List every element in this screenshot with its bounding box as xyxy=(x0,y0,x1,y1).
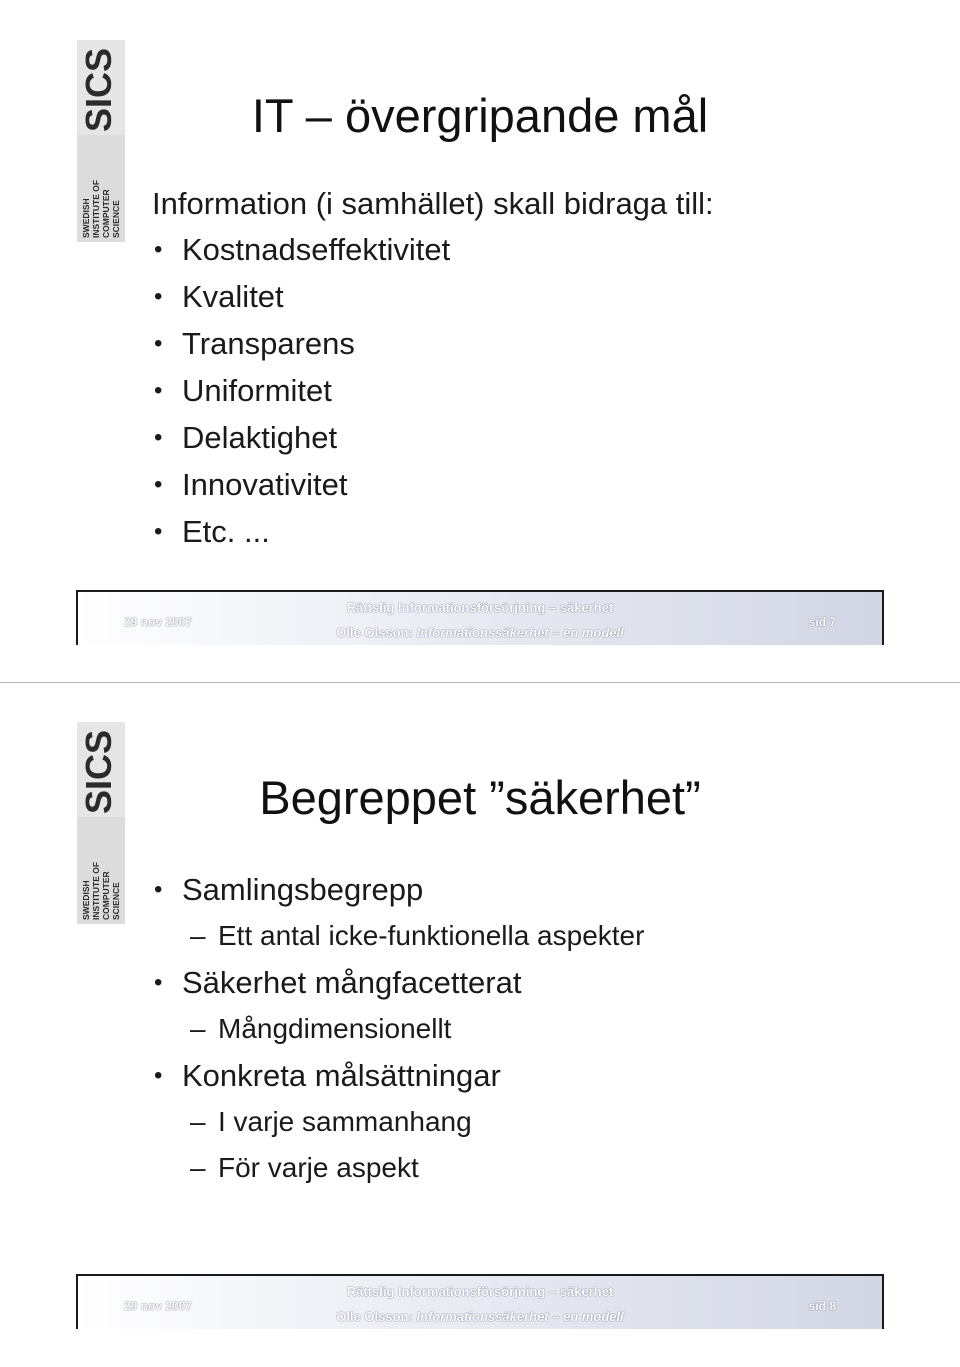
slide-footer xyxy=(76,590,884,645)
bullet-dot: • xyxy=(154,424,163,451)
sub-bullet-dash: – xyxy=(190,920,206,951)
footer-rule xyxy=(76,1274,884,1276)
footer-author-line xyxy=(76,1309,884,1324)
footer-author: Olle Olsson: xyxy=(336,625,413,640)
footer-date: 29 nov 2007 xyxy=(124,1299,193,1313)
sics-brand-text: SICS xyxy=(78,729,119,814)
sub-bullet-item xyxy=(152,1006,644,1052)
bullet-text: Kostnadseffektivitet xyxy=(182,232,451,267)
bullet-item xyxy=(152,508,450,555)
slide-intro: Information (i samhället) skall bidraga till: xyxy=(152,186,714,221)
sub-bullet-text: Ett antal icke-funktionella aspekter xyxy=(218,920,645,951)
bullet-text: Konkreta målsättningar xyxy=(182,1058,501,1093)
sics-institute-name xyxy=(80,822,122,922)
bullet-item xyxy=(152,367,450,414)
bullet-item xyxy=(152,959,644,1006)
logo-line-1: SWEDISH xyxy=(81,198,91,238)
slide-2 xyxy=(0,684,960,1367)
bullet-item xyxy=(152,273,450,320)
footer-rule xyxy=(76,590,884,592)
footer-subject: Informationssäkerhet – en modell xyxy=(416,625,624,640)
slide-title: IT – övergripande mål xyxy=(251,89,709,142)
slide-divider xyxy=(0,682,960,683)
bullet-text: Uniformitet xyxy=(182,373,332,408)
bullet-dot: • xyxy=(154,283,163,310)
bullet-text: Säkerhet mångfacetterat xyxy=(182,965,522,1000)
sub-bullet-item xyxy=(152,913,644,959)
bullet-dot: • xyxy=(154,377,163,404)
slide-title: Begreppet ”säkerhet” xyxy=(259,771,701,824)
sub-bullet-item xyxy=(152,1145,644,1191)
slide-1 xyxy=(0,0,960,683)
logo-line-2: INSTITUTE OF xyxy=(91,861,101,920)
bullet-text: Samlingsbegrepp xyxy=(182,872,424,907)
sub-bullet-dash: – xyxy=(190,1106,206,1137)
bullet-text: Transparens xyxy=(182,326,355,361)
footer-page-number: sid 7 xyxy=(808,615,836,629)
sics-institute-name xyxy=(80,140,122,240)
bullet-dot: • xyxy=(154,330,163,357)
slide-footer xyxy=(76,1274,884,1329)
sub-bullet-dash: – xyxy=(190,1152,206,1183)
footer-course: Rättslig Informationsförsörjning – säkerhet xyxy=(346,1284,614,1299)
sub-bullet-text: För varje aspekt xyxy=(218,1152,419,1183)
sub-bullet-text: I varje sammanhang xyxy=(218,1106,472,1137)
logo-line-1: SWEDISH xyxy=(81,880,91,920)
footer-author-line xyxy=(76,625,884,640)
bullet-list xyxy=(152,866,644,1191)
footer-subject: Informationssäkerhet – en modell xyxy=(416,1309,624,1324)
sics-brand-text: SICS xyxy=(78,47,119,132)
bullet-dot: • xyxy=(154,969,163,996)
bullet-item xyxy=(152,866,644,913)
bullet-dot: • xyxy=(154,876,163,903)
sub-bullet-text: Mångdimensionellt xyxy=(218,1013,452,1044)
bullet-dot: • xyxy=(154,1062,163,1089)
footer-author: Olle Olsson: xyxy=(336,1309,413,1324)
bullet-dot: • xyxy=(154,471,163,498)
bullet-item xyxy=(152,461,450,508)
bullet-item xyxy=(152,414,450,461)
bullet-item xyxy=(152,1052,644,1099)
bullet-dot: • xyxy=(154,518,163,545)
logo-line-4: SCIENCE xyxy=(111,200,121,238)
footer-course: Rättslig Informationsförsörjning – säkerhet xyxy=(346,600,614,615)
bullet-text: Kvalitet xyxy=(182,279,284,314)
footer-date: 29 nov 2007 xyxy=(124,615,193,629)
logo-line-4: SCIENCE xyxy=(111,882,121,920)
logo-line-2: INSTITUTE OF xyxy=(91,179,101,238)
footer-page-number: sid 8 xyxy=(808,1299,836,1313)
bullet-item xyxy=(152,320,450,367)
sub-bullet-dash: – xyxy=(190,1013,206,1044)
bullet-item xyxy=(152,226,450,273)
logo-line-3: COMPUTER xyxy=(101,189,111,238)
logo-line-3: COMPUTER xyxy=(101,871,111,920)
bullet-text: Etc. ... xyxy=(182,514,270,549)
bullet-text: Innovativitet xyxy=(182,467,348,502)
bullet-list xyxy=(152,226,450,555)
sub-bullet-item xyxy=(152,1099,644,1145)
bullet-dot: • xyxy=(154,236,163,263)
bullet-text: Delaktighet xyxy=(182,420,338,455)
